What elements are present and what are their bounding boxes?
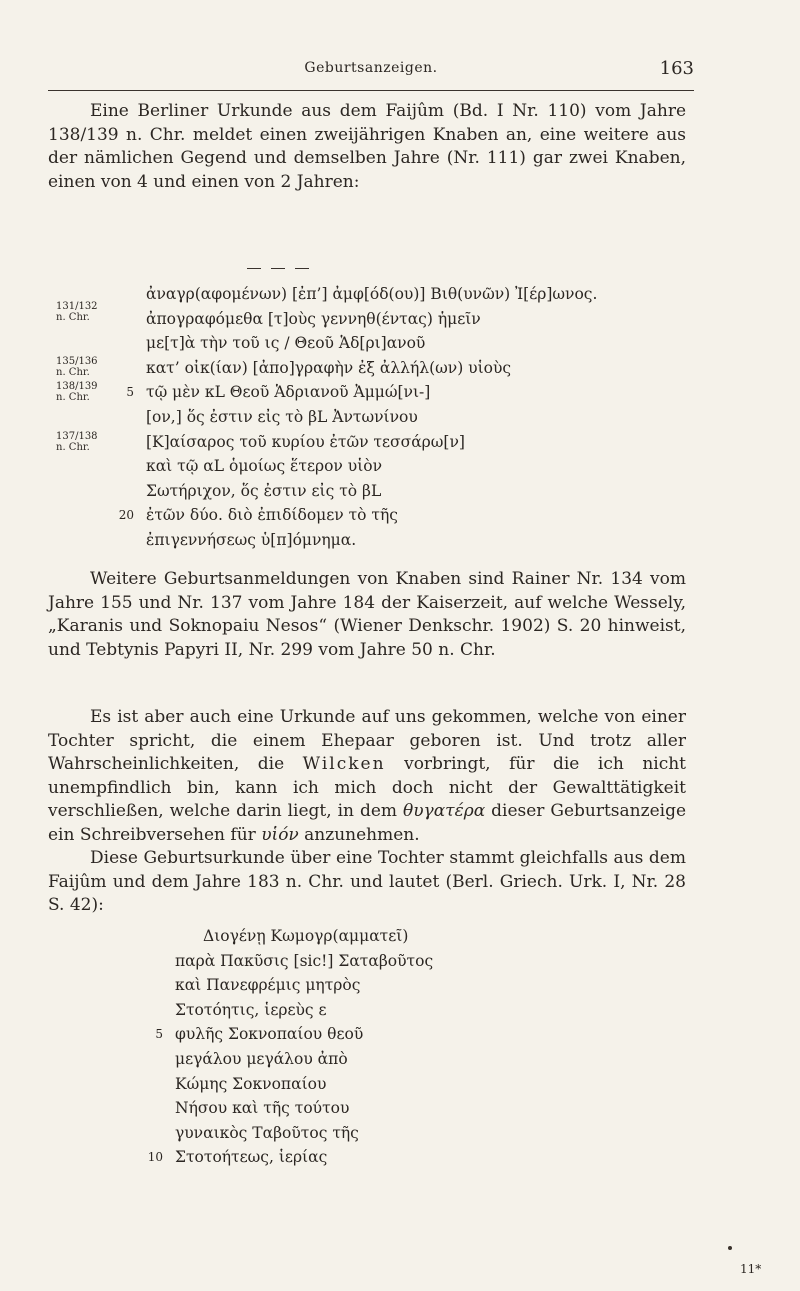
margin-note — [56, 381, 98, 403]
line-number: 20 — [118, 508, 134, 523]
margin-note-era: n. Chr. — [56, 392, 90, 403]
greek-line: καὶ Πανεφρέμις μητρὸς — [175, 976, 361, 995]
signature-folio: 11* — [740, 1262, 762, 1276]
greek-line: [ον,] ὅς ἐστιν εἰς τὸ βL Ἀντωνίνου — [146, 407, 418, 426]
margin-note-era: n. Chr. — [56, 367, 90, 378]
greek-line: κατ’ οἰκ(ίαν) [ἀπο]γραφὴν ἐξ ἀλλήλ(ων) υἱοὺς — [146, 358, 512, 377]
greek-line: 5 φυλῆς Σοκνοπαίου θεοῦ — [175, 1022, 433, 1047]
paragraph-intro-text: Eine Berliner Urkunde aus dem Faijûm (Bd. I Nr. 110) vom Jahre 138/139 n. Chr. meldet einen zweijährigen Knaben an, eine weitere aus der nämlichen Gegend und demselben Jahre (Nr. 111) gar zwei Knaben, einen von 4 und einen von 2 Jahren: — [48, 101, 686, 192]
paragraph-intro — [48, 100, 686, 194]
greek-line: με[τ]ὰ τὴν τοῦ ις / Θεοῦ Ἁδ[ρι]ανοῦ — [146, 334, 426, 353]
greek-document-birth-notice-daughter — [147, 924, 434, 1170]
greek-document-birth-notice-sons — [118, 282, 598, 553]
page-header — [48, 60, 694, 91]
author-name: Wilcken — [302, 754, 386, 774]
greek-line: ἐπιγεννήσεως ὑ[π]όμνημα. — [146, 530, 357, 549]
greek-line: Κώμης Σοκνοπαίου — [175, 1074, 327, 1093]
margin-note-years: 137/138 — [56, 431, 98, 442]
margin-note-years: 138/139 — [56, 381, 98, 392]
greek-line: Νήσου καὶ τῆς τούτου — [175, 1099, 350, 1118]
running-head: Geburtsanzeigen. — [304, 60, 438, 76]
greek-line: γυναικὸς Ταβοῦτος τῆς — [175, 1123, 359, 1142]
greek-line: μεγάλου μεγάλου ἀπὸ — [175, 1049, 348, 1068]
paragraph-daughter-source: Diese Geburtsurkunde über eine Tochter stammt gleichfalls aus dem Faijûm und dem Jahre 183 n. Chr. und lautet (Berl. Griech. Urk. I, Nr. 28 S. 42): — [48, 848, 686, 915]
greek-line: [Κ]αίσαρος τοῦ κυρίου ἐτῶν τεσσάρω[ν] — [146, 432, 465, 451]
margin-note-years: 131/132 — [56, 301, 98, 312]
margin-note-years: 135/136 — [56, 356, 98, 367]
margin-note-era: n. Chr. — [56, 312, 90, 323]
greek-line: καὶ τῷ αL ὁμοίως ἕτερον υἱὸν — [146, 457, 383, 476]
greek-line: 5 τῷ μὲν κL Θεοῦ Ἁδριανοῦ Ἀμμώ[νι-] — [146, 380, 597, 405]
paragraph-daughter — [48, 706, 686, 918]
margin-note — [56, 356, 98, 378]
greek-line: ἀναγρ(αφομένων) [ἐπ’] ἀμφ[όδ(ου)] Βιθ(υνῶν) Ἰ[έρ]ωνος. — [146, 285, 598, 303]
paragraph-further-registrations — [48, 568, 686, 662]
line-number: 5 — [155, 1027, 163, 1042]
greek-line: ἀπογραφόμεθα [τ]οὺς γεννηθ(έντας) ἡμεῖν — [146, 309, 481, 328]
greek-term: υἱόν — [261, 824, 299, 845]
margin-note-era: n. Chr. — [56, 442, 90, 453]
page-number: 163 — [659, 58, 694, 79]
paragraph-further-registrations-text: Weitere Geburtsanmeldungen von Knaben sind Rainer Nr. 134 vom Jahre 155 und Nr. 137 vom Jahre 184 der Kaiserzeit, auf welche Wessely, „Karanis und Soknopaiu Nesos“ (Wiener Denkschr. 1902) S. 20 hinweist, und Tebtynis Papyri II, Nr. 299 vom Jahre 50 n. Chr. — [48, 569, 686, 660]
line-number: 5 — [126, 385, 134, 400]
greek-term: θυγατέρα — [402, 801, 486, 821]
greek-line: Σωτήριχον, ὅς ἐστιν εἰς τὸ βL — [146, 481, 382, 500]
separator-dashes — [247, 258, 319, 277]
greek-line: 20 ἐτῶν δύο. διὸ ἐπιδίδομεν τὸ τῆς — [146, 503, 597, 528]
line-number: 10 — [147, 1150, 163, 1165]
greek-line: Διογένῃ Κωμογρ(αμματεῖ) — [203, 927, 409, 945]
margin-note — [56, 301, 98, 323]
margin-note — [56, 431, 98, 453]
paragraph-daughter-text: Es ist aber auch eine Urkunde auf uns gekommen, welche von einer Tochter spricht, die einem Ehepaar geboren ist. Und trotz aller Wahrscheinlichkeiten, die Wilcken vorbringt, für die ich nicht unempfindlich bin, kann ich mich doch nicht der Gewalttätigkeit verschließen, welche darin liegt, in dem θυγατέρα dieser Geburtsanzeige ein Schreibversehen für υἱόν anzunehmen. — [48, 707, 687, 845]
ink-dot — [728, 1246, 732, 1250]
greek-line: 10 Στοτοήτεως, ἱερίας — [175, 1145, 433, 1170]
greek-line: παρὰ Πακῦσις [sic!] Σαταβοῦτος — [175, 951, 434, 970]
greek-line: Στοτόητις, ἱερεὺς ε — [175, 1000, 327, 1019]
